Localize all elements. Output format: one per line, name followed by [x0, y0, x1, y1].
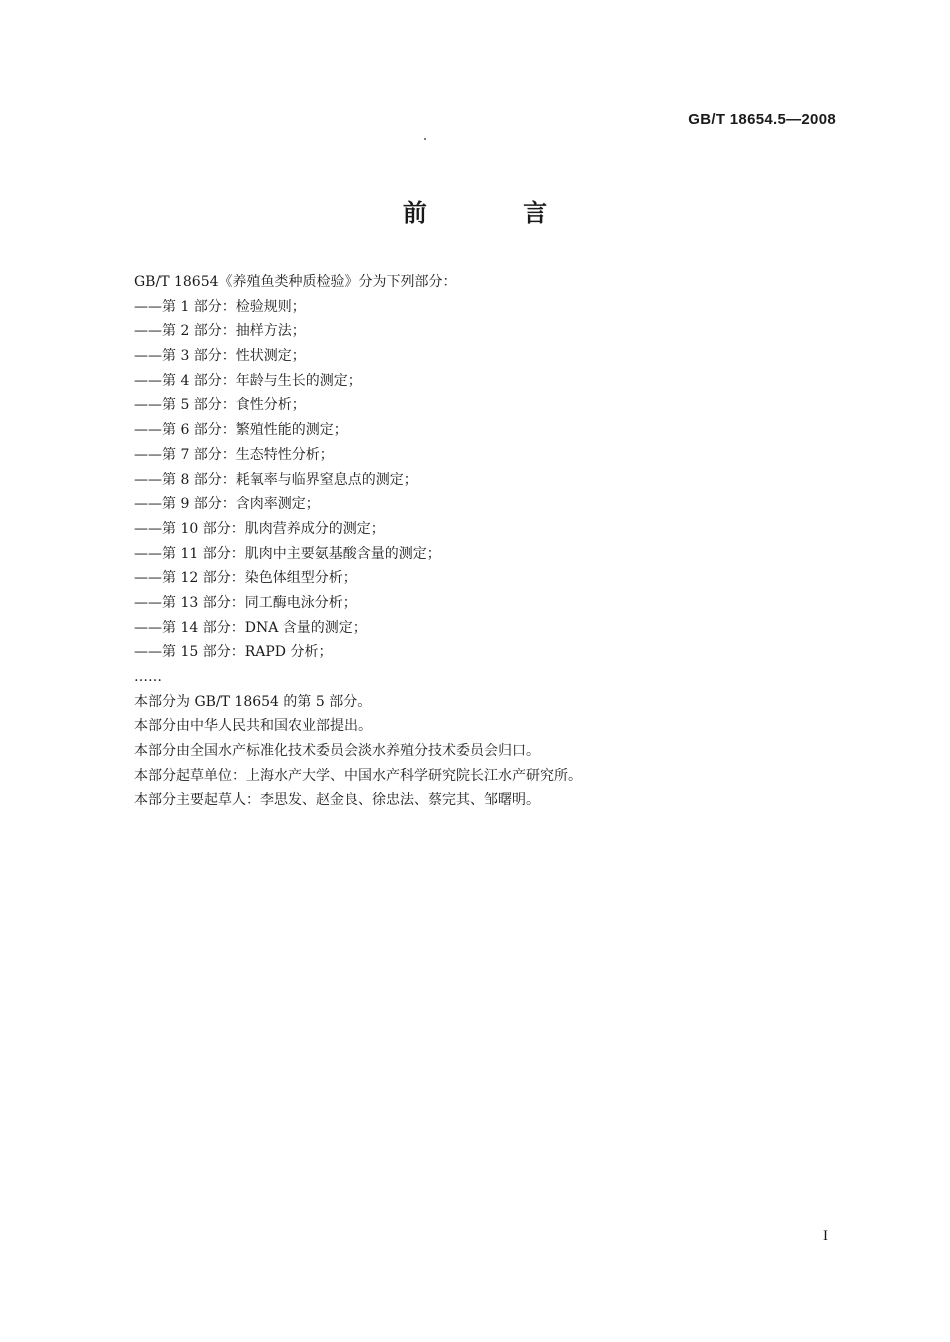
list-item: ——第 7 部分：生态特性分析；	[134, 446, 334, 463]
standard-number: GB/T 18654.5—2008	[688, 111, 836, 128]
list-item: ——第 2 部分：抽样方法；	[134, 323, 306, 340]
list-item: ——第 15 部分：RAPD 分析；	[134, 644, 333, 661]
statement-line: 本部分主要起草人：李思发、赵金良、徐忠法、蔡完其、邹曙明。	[134, 792, 540, 809]
list-item: ——第 14 部分：DNA 含量的测定；	[134, 619, 367, 636]
statement-line: 本部分起草单位：上海水产大学、中国水产科学研究院长江水产研究所。	[134, 767, 582, 784]
page-number: I	[823, 1228, 828, 1244]
page-title: 前 言	[402, 199, 592, 227]
statement-line: 本部分由全国水产标准化技术委员会淡水养殖分技术委员会归口。	[134, 743, 540, 760]
statements	[134, 690, 834, 813]
list-item: ——第 5 部分：食性分析；	[134, 397, 306, 414]
list-item: ——第 4 部分：年龄与生长的测定；	[134, 372, 362, 389]
list-item: ——第 1 部分：检验规则；	[134, 298, 306, 315]
statement-line: 本部分为 GB/T 18654 的第 5 部分。	[134, 693, 372, 710]
list-item: ——第 11 部分：肌肉中主要氨基酸含量的测定；	[134, 545, 441, 562]
parts-list	[134, 295, 834, 690]
list-item: ——第 3 部分：性状测定；	[134, 348, 306, 365]
scan-speck	[424, 138, 426, 140]
statement-line: 本部分由中华人民共和国农业部提出。	[134, 718, 372, 735]
list-ellipsis: ……	[134, 669, 162, 685]
list-item: ——第 9 部分：含肉率测定；	[134, 496, 320, 513]
list-item: ——第 6 部分：繁殖性能的测定；	[134, 422, 348, 439]
list-item: ——第 12 部分：染色体组型分析；	[134, 570, 357, 587]
intro-line: GB/T 18654《养殖鱼类种质检验》分为下列部分：	[134, 274, 457, 290]
list-item: ——第 10 部分：肌肉营养成分的测定；	[134, 520, 385, 537]
list-item: ——第 8 部分：耗氧率与临界窒息点的测定；	[134, 471, 418, 488]
preface-body	[134, 270, 834, 813]
list-item: ——第 13 部分：同工酶电泳分析；	[134, 594, 357, 611]
